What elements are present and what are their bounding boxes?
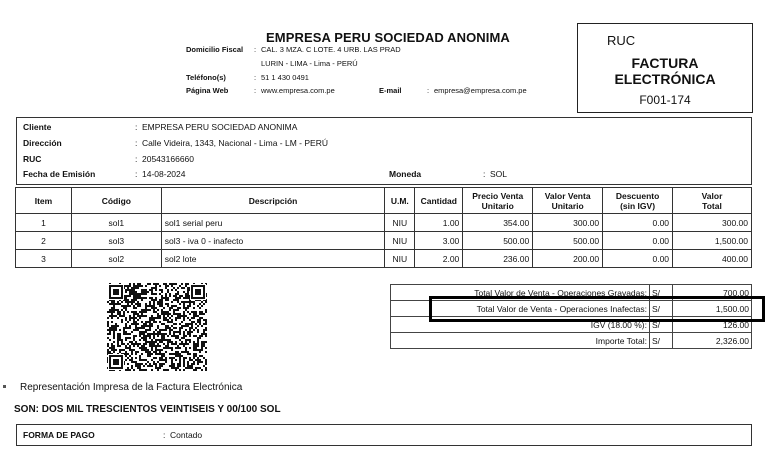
cell-descuento: 0.00 <box>603 250 673 268</box>
cell-um: NIU <box>385 232 415 250</box>
domicilio-label: Domicilio Fiscal <box>186 45 244 54</box>
highlight-box <box>429 296 765 322</box>
telefono-value: 51 1 430 0491 <box>261 73 309 82</box>
domicilio-line1: CAL. 3 MZA. C LOTE. 4 URB. LAS PRAD <box>261 45 401 54</box>
cell-descuento: 0.00 <box>603 214 673 232</box>
header-total-line2: Total <box>702 200 722 211</box>
fecha-value: 14-08-2024 <box>142 169 186 179</box>
cell-um: NIU <box>385 214 415 232</box>
cell-valor: 200.00 <box>533 250 603 268</box>
qr-code-icon <box>107 283 207 371</box>
direccion-value: Calle Videira, 1343, Nacional - Lima - LM - PERÚ <box>142 138 328 148</box>
totals-value: 126.00 <box>673 317 752 333</box>
cell-descuento: 0.00 <box>603 232 673 250</box>
cell-codigo: sol3 <box>71 232 161 250</box>
ruc-label: RUC <box>607 33 636 48</box>
header-um: U.M. <box>385 188 415 214</box>
header-valor-line1: Valor Venta <box>544 190 591 201</box>
header-descuento-line1: Descuento <box>615 190 660 201</box>
moneda-value: SOL <box>490 169 508 179</box>
cell-precio: 236.00 <box>463 250 533 268</box>
cliente-value: EMPRESA PERU SOCIEDAD ANONIMA <box>142 122 298 132</box>
domicilio-line2: LURIN - LIMA - Lima - PERÚ <box>261 59 358 68</box>
web-value: www.empresa.com.pe <box>261 86 335 95</box>
totals-currency: S/ <box>650 333 673 349</box>
client-ruc-value: 20543166660 <box>142 154 195 164</box>
items-table <box>15 187 752 268</box>
colon: : <box>254 73 257 82</box>
client-ruc-label: RUC <box>23 154 42 164</box>
header-codigo: Código <box>71 188 161 214</box>
invoice-number: F001-174 <box>639 93 691 107</box>
totals-label: IGV (18.00 %): <box>391 317 650 333</box>
cell-descripcion: sol1 serial peru <box>161 214 385 232</box>
cell-total: 400.00 <box>673 250 752 268</box>
cell-descripcion: sol2 lote <box>161 250 385 268</box>
direccion-label: Dirección <box>23 138 62 148</box>
cell-precio: 500.00 <box>463 232 533 250</box>
header-descuento-line2: (sin IGV) <box>620 200 656 211</box>
cell-um: NIU <box>385 250 415 268</box>
cell-cantidad: 2.00 <box>415 250 463 268</box>
colon: : <box>254 86 257 95</box>
amount-in-words: SON: DOS MIL TRESCIENTOS VEINTISEIS Y 00/100 SOL <box>14 404 281 415</box>
totals-value: 2,326.00 <box>673 333 752 349</box>
colon: : <box>135 138 138 148</box>
table-row <box>16 250 752 268</box>
header-precio-line1: Precio Venta <box>472 190 524 201</box>
header-descuento <box>603 188 673 214</box>
totals-currency: S/ <box>650 317 673 333</box>
web-label: Página Web <box>186 86 229 95</box>
colon: : <box>163 430 166 440</box>
totals-label: Total Valor de Venta - Operaciones Inafectas: <box>391 301 650 317</box>
header-precio-line2: Unitario <box>481 200 514 211</box>
header-valor-line2: Unitario <box>551 200 584 211</box>
cliente-label: Cliente <box>23 122 52 132</box>
totals-label: Importe Total: <box>391 333 650 349</box>
totals-value: 1,500.00 <box>673 301 752 317</box>
table-row <box>16 214 752 232</box>
colon: : <box>254 45 257 54</box>
email-label: E-mail <box>379 86 402 95</box>
colon: : <box>427 86 430 95</box>
representacion-text: Representación Impresa de la Factura Electrónica <box>20 382 243 393</box>
client-info-box <box>16 117 752 185</box>
header-valor <box>533 188 603 214</box>
colon: : <box>483 169 486 179</box>
issuer-name: EMPRESA PERU SOCIEDAD ANONIMA <box>266 30 510 45</box>
cell-item: 3 <box>16 250 72 268</box>
document-title <box>578 55 752 87</box>
cell-cantidad: 3.00 <box>415 232 463 250</box>
totals-value: 700.00 <box>673 285 752 301</box>
header-item: Item <box>16 188 72 214</box>
cell-precio: 354.00 <box>463 214 533 232</box>
forma-pago-value: Contado <box>170 430 203 440</box>
header-precio <box>463 188 533 214</box>
bullet-dot <box>3 385 6 388</box>
cell-item: 1 <box>16 214 72 232</box>
document-title-line2: ELECTRÓNICA <box>614 71 716 87</box>
forma-pago-label: FORMA DE PAGO <box>23 430 95 440</box>
colon: : <box>135 154 138 164</box>
payment-box <box>16 424 752 446</box>
header-total <box>673 188 752 214</box>
header-total-line1: Valor <box>701 190 723 201</box>
cell-descripcion: sol3 - iva 0 - inafecto <box>161 232 385 250</box>
moneda-label: Moneda <box>389 169 422 179</box>
email-value: empresa@empresa.com.pe <box>434 86 527 95</box>
totals-currency: S/ <box>650 301 673 317</box>
header-cantidad: Cantidad <box>415 188 463 214</box>
telefono-label: Teléfono(s) <box>186 73 226 82</box>
fecha-label: Fecha de Emisión <box>23 169 96 179</box>
cell-cantidad: 1.00 <box>415 214 463 232</box>
cell-total: 1,500.00 <box>673 232 752 250</box>
totals-row <box>391 333 752 349</box>
cell-total: 300.00 <box>673 214 752 232</box>
invoice-id-box <box>577 23 753 113</box>
totals-label: Total Valor de Venta - Operaciones Gravadas: <box>391 285 650 301</box>
cell-item: 2 <box>16 232 72 250</box>
table-row <box>16 232 752 250</box>
items-header-row <box>16 188 752 214</box>
cell-valor: 300.00 <box>533 214 603 232</box>
totals-currency: S/ <box>650 285 673 301</box>
header-descripcion: Descripción <box>161 188 385 214</box>
cell-valor: 500.00 <box>533 232 603 250</box>
cell-codigo: sol1 <box>71 214 161 232</box>
colon: : <box>135 122 138 132</box>
document-title-line1: FACTURA <box>631 55 699 71</box>
cell-codigo: sol2 <box>71 250 161 268</box>
colon: : <box>135 169 138 179</box>
